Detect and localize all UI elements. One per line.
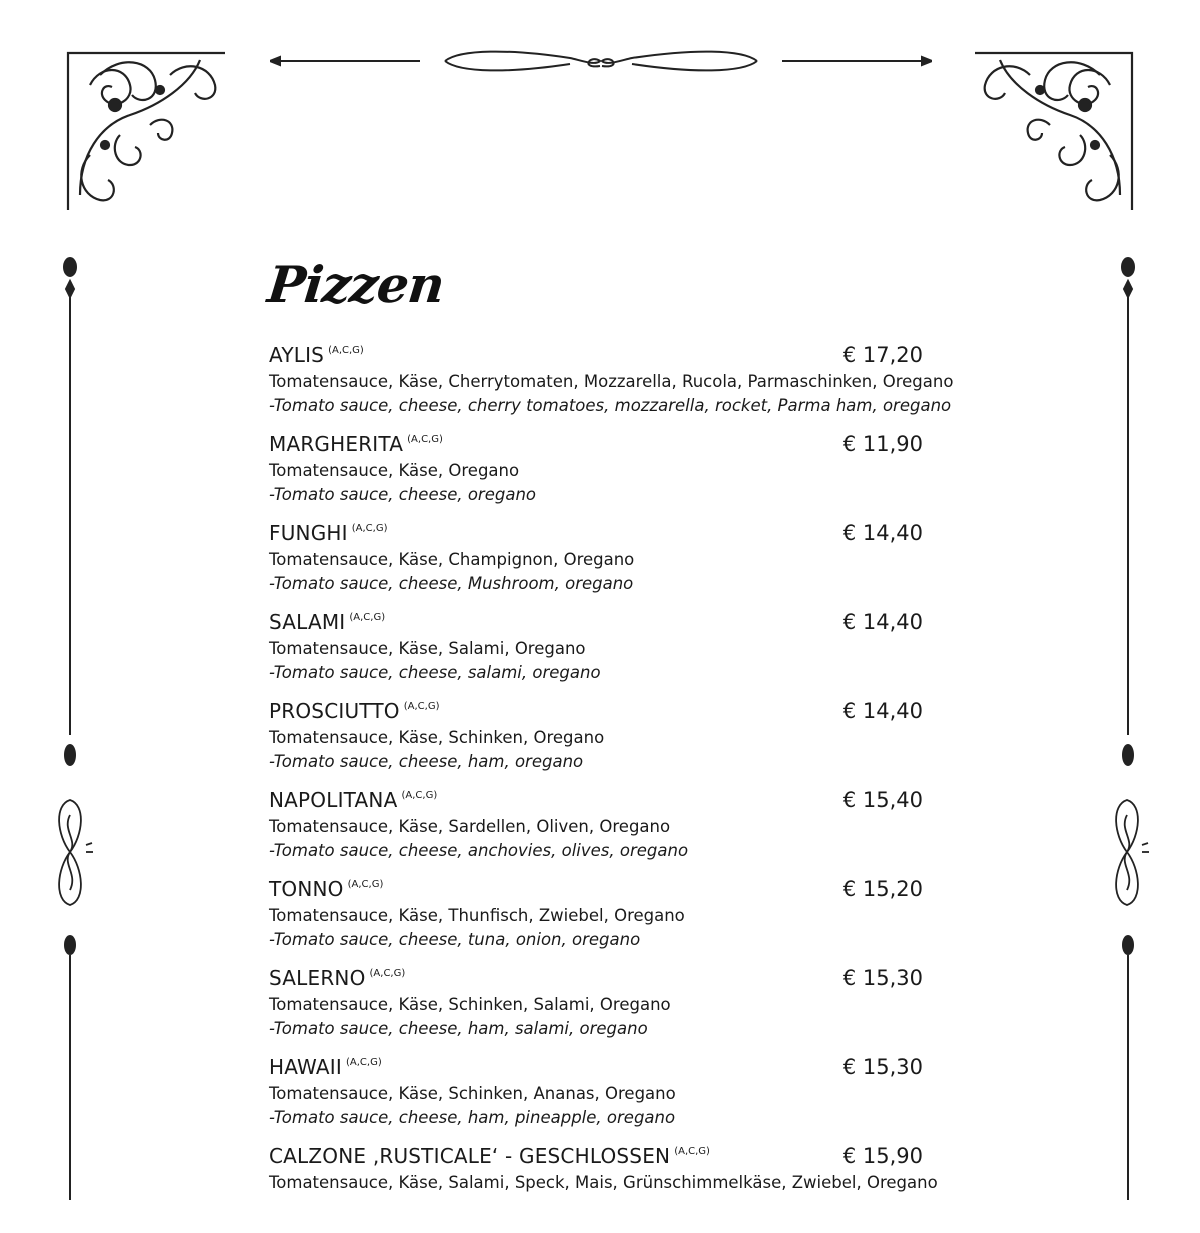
menu-item xyxy=(269,966,923,1055)
menu-item-name: TONNO xyxy=(269,877,344,901)
menu-item-description-en: -Tomato sauce, cheese, anchovies, olives, oregano xyxy=(269,841,689,860)
menu-item-description-de: Tomatensauce, Käse, Schinken, Salami, Oregano xyxy=(269,995,671,1014)
menu-item-name: FUNGHI xyxy=(269,521,348,545)
menu-item-header xyxy=(269,699,923,726)
menu-item-description-en: -Tomato sauce, cheese, ham, oregano xyxy=(269,752,584,771)
menu-item-header xyxy=(269,1055,923,1082)
menu-item-description-en: -Tomato sauce, cheese, tuna, onion, oregano xyxy=(269,930,641,949)
menu-item-price: € 15,30 xyxy=(842,1055,923,1079)
menu-item xyxy=(269,521,923,610)
menu-item xyxy=(269,610,923,699)
menu-item-description-de: Tomatensauce, Käse, Schinken, Ananas, Oregano xyxy=(269,1084,676,1103)
menu-item-allergens: (A,C,G) xyxy=(351,523,388,534)
menu-item-allergens: (A,C,G) xyxy=(403,701,440,712)
menu-item-header xyxy=(269,343,923,370)
menu-item-price: € 11,90 xyxy=(842,432,923,456)
menu-item-name: HAWAII xyxy=(269,1055,342,1079)
menu-item-name: CALZONE ‚RUSTICALE‘ - GESCHLOSSEN xyxy=(269,1144,671,1168)
menu-item-description-de: Tomatensauce, Käse, Salami, Oregano xyxy=(269,639,586,658)
right-vertical-rule-upper xyxy=(1118,255,1138,770)
menu-item-allergens: (A,C,G) xyxy=(401,790,438,801)
menu-item-description-en: -Tomato sauce, cheese, salami, oregano xyxy=(269,663,601,682)
right-flourish xyxy=(1105,795,1149,910)
menu-item-name: MARGHERITA xyxy=(269,432,404,456)
corner-ornament-top-right xyxy=(970,45,1140,215)
menu-item-allergens: (A,C,G) xyxy=(328,345,364,356)
menu-item-description-en: -Tomato sauce, cheese, oregano xyxy=(269,485,536,504)
menu-item xyxy=(269,1144,938,1233)
menu-item-allergens: (A,C,G) xyxy=(369,968,406,979)
menu-item xyxy=(269,343,954,432)
menu-item-name: SALERNO xyxy=(269,966,366,990)
menu-item xyxy=(269,788,923,877)
menu-item-price: € 15,90 xyxy=(842,1144,923,1168)
menu-item-allergens: (A,C,G) xyxy=(346,1057,382,1068)
menu-item-description-de: Tomatensauce, Käse, Schinken, Oregano xyxy=(269,728,605,747)
left-flourish xyxy=(52,795,96,910)
left-vertical-rule-lower xyxy=(60,933,80,1200)
menu-item-price: € 15,40 xyxy=(842,788,923,812)
menu-item-price: € 15,30 xyxy=(842,966,923,990)
menu-item-price: € 14,40 xyxy=(842,521,923,545)
menu-item-name: NAPOLITANA xyxy=(269,788,398,812)
menu-item-header xyxy=(269,521,923,548)
menu-item-description-de: Tomatensauce, Käse, Sardellen, Oliven, Oregano xyxy=(269,817,671,836)
menu-item xyxy=(269,699,923,788)
menu-item xyxy=(269,1055,923,1144)
menu-item-description-en: -Tomato sauce, cheese, ham, pineapple, oregano xyxy=(269,1108,676,1127)
menu-item-header xyxy=(269,966,923,993)
menu-item-price: € 14,40 xyxy=(842,699,923,723)
menu-item-description-de: Tomatensauce, Käse, Champignon, Oregano xyxy=(269,550,635,569)
menu-item-name: PROSCIUTTO xyxy=(269,699,400,723)
right-vertical-rule-lower xyxy=(1118,933,1138,1200)
left-vertical-rule-upper xyxy=(60,255,80,770)
menu-item-price: € 17,20 xyxy=(842,343,923,367)
menu-item-description-de: Tomatensauce, Käse, Oregano xyxy=(269,461,520,480)
menu-item-description-en: -Tomato sauce, cheese, ham, salami, oregano xyxy=(269,1019,648,1038)
menu-item-name: SALAMI xyxy=(269,610,346,634)
menu-item-description-de: Tomatensauce, Käse, Salami, Speck, Mais, Grünschimmelkäse, Zwiebel, Oregano xyxy=(269,1173,938,1192)
menu-item-price: € 14,40 xyxy=(842,610,923,634)
menu-item-allergens: (A,C,G) xyxy=(674,1146,710,1157)
menu-item-allergens: (A,C,G) xyxy=(347,879,384,890)
menu-item-description-de: Tomatensauce, Käse, Thunfisch, Zwiebel, Oregano xyxy=(269,906,685,925)
menu-item-price: € 15,20 xyxy=(842,877,923,901)
menu-item xyxy=(269,877,923,966)
menu-item-description-de: Tomatensauce, Käse, Cherrytomaten, Mozzarella, Rucola, Parmaschinken, Oregano xyxy=(269,372,954,391)
menu-item xyxy=(269,432,923,521)
top-divider-ornament xyxy=(270,44,932,78)
page-title: Pizzen xyxy=(264,255,447,314)
menu-item-header xyxy=(269,877,923,904)
menu-item-allergens: (A,C,G) xyxy=(407,434,443,445)
menu-item-description-en: -Tomato sauce, cheese, cherry tomatoes, mozzarella, rocket, Parma ham, oregano xyxy=(269,396,952,415)
menu-item-description-en: -Tomato sauce, cheese, Mushroom, oregano xyxy=(269,574,634,593)
menu-item-header xyxy=(269,1144,923,1171)
menu-item-header xyxy=(269,610,923,637)
menu-item-name: AYLIS xyxy=(269,343,325,367)
menu-item-allergens: (A,C,G) xyxy=(349,612,386,623)
menu-item-header xyxy=(269,788,923,815)
menu-item-header xyxy=(269,432,923,459)
corner-ornament-top-left xyxy=(60,45,230,215)
menu-list xyxy=(269,343,954,1233)
